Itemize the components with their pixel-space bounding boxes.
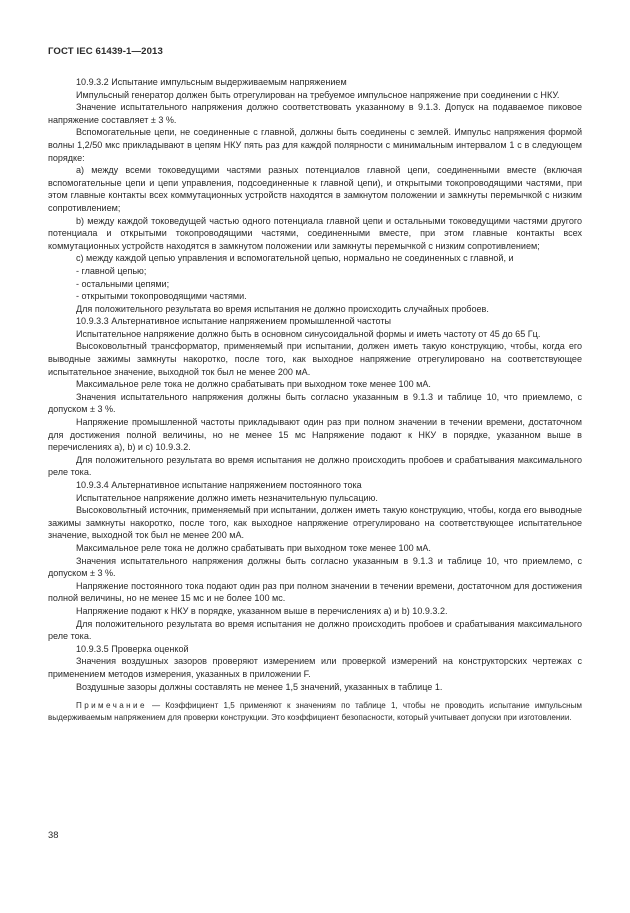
paragraph: Напряжение промышленной частоты прикладывают один раз при полном значении в течении времени, достаточном для достижения полной величины, но не менее 15 мс Напряжение подают к НКУ в порядке, указанном выше в перечислениях а), b) и с) 10.9.3.2. (48, 417, 582, 453)
paragraph: Испытательное напряжение должно иметь незначительную пульсацию. (76, 492, 378, 503)
paragraph: Импульсный генератор должен быть отрегулирован на требуемое импульсное напряжение при соединении с НКУ. (76, 89, 560, 100)
document-header: ГОСТ IEC 61439-1—2013 (48, 46, 163, 57)
paragraph: Значение испытательного напряжения должно соответствовать указанному в 9.1.3. Допуск на подаваемое пиковое напряжение составляет ± 3 %. (48, 102, 582, 125)
note-text: — Коэффициент 1,5 применяют к значениям по таблице 1, чтобы не проводить испытание импульсным выдерживаемым напряжением для проверки конструкции. Это коэффициент безопасности, который учитывает допуски при изготовлении. (48, 701, 582, 722)
document-body (48, 76, 582, 723)
list-item: - главной цепью; (76, 265, 147, 276)
paragraph: Максимальное реле тока не должно срабатывать при выходном токе менее 100 мА. (76, 542, 431, 553)
paragraph: Значения испытательного напряжения должны быть согласно указанным в 9.1.3 и таблице 10, что приемлемо, с допуском ± 3 %. (48, 391, 582, 415)
section-heading: 10.9.3.4 Альтернативное испытание напряжением постоянного тока (76, 480, 362, 490)
list-item: с) между каждой цепью управления и вспомогательной цепью, нормально не соединенных с главной, и (76, 253, 514, 264)
list-item: - остальными цепями; (76, 278, 170, 289)
list-item: b) между каждой токоведущей частью одного потенциала главной цепи и остальными токоведущими частями другого потенциала и открытыми токопроводящими частями, соединенными вместе, при этом главные контакты всех коммутационных устройств находятся в замкнутом положении или замкнуты перемычкой с низким сопротивлением; (48, 215, 582, 251)
paragraph: Значения испытательного напряжения должны быть согласно указанным в 9.1.3 и таблице 10, что приемлемо, с допуском ± 3 %. (48, 555, 582, 579)
paragraph: Для положительного результата во время испытания не должно происходить пробоев и срабатывания максимального реле тока. (48, 618, 582, 642)
paragraph: Максимальное реле тока не должно срабатывать при выходном токе менее 100 мА. (76, 379, 431, 390)
paragraph: Значения воздушных зазоров проверяют измерением или проверкой измерений на конструкторских чертежах с применением методов измерения, указанных в приложении F. (48, 656, 582, 679)
section-heading: 10.9.3.3 Альтернативное испытание напряжением промышленной частоты (76, 316, 391, 327)
page-number: 38 (48, 829, 59, 840)
paragraph: Испытательное напряжение должно быть в основном синусоидальной формы и иметь частоту от 45 до 65 Гц. (76, 328, 541, 339)
note-lead: Примечание (76, 701, 147, 711)
paragraph: Для положительного результата во время испытания не должно происходить пробоев и срабатывания максимального реле тока. (48, 454, 582, 478)
paragraph: Высоковольтный источник, применяемый при испытании, должен иметь такую конструкцию, чтобы, когда его выводные зажимы замкнуты накоротко, после того, как выходное напряжение отрегулировано на соответствующее испытательное значение, выходной ток был не менее 200 мА. (48, 505, 582, 541)
list-item: - открытыми токопроводящими частями. (76, 291, 247, 302)
paragraph: Вспомогательные цепи, не соединенные с главной, должны быть соединены с землей. Импульс напряжения формой волны 1,2/50 мкс прикладывают в цепям НКУ пять раз для каждой полярности с минимальным интервалом 1 с в следующем порядке: (48, 127, 582, 163)
section-heading: 10.9.3.2 Испытание импульсным выдерживаемым напряжением (76, 77, 347, 87)
list-item: а) между всеми токоведущими частями разных потенциалов главной цепи, соединенными вместе (включая вспомогательные цепи и цепи управления, подсоединенные к главной цепи), и открытыми токопроводящими частями, при этом главные контакты всех коммутационных устройств находятся в замкнутом положении и замкнуты перемычкой с низким сопротивлением; (48, 165, 582, 213)
section-heading: 10.9.3.5 Проверка оценкой (76, 643, 189, 654)
note (48, 700, 582, 723)
paragraph: Высоковольтный трансформатор, применяемый при испытании, должен иметь такую конструкцию, чтобы, когда его выводные зажимы замкнуты накоротко, после того, как выходное напряжение отрегулировано на соответствующее испытательное значение, выходной ток был не менее 200 мА. (48, 341, 582, 377)
paragraph: Воздушные зазоры должны составлять не менее 1,5 значений, указанных в таблице 1. (76, 681, 443, 692)
paragraph: Напряжение постоянного тока подают один раз при полном значении в течении времени, достаточном для достижения полной величины, но не менее 15 мс и не более 100 мс. (48, 580, 582, 604)
paragraph: Для положительного результата во время испытания не должно происходить случайных пробоев. (76, 303, 489, 314)
paragraph: Напряжение подают к НКУ в порядке, указанном выше в перечислениях а) и b) 10.9.3.2. (76, 605, 448, 616)
